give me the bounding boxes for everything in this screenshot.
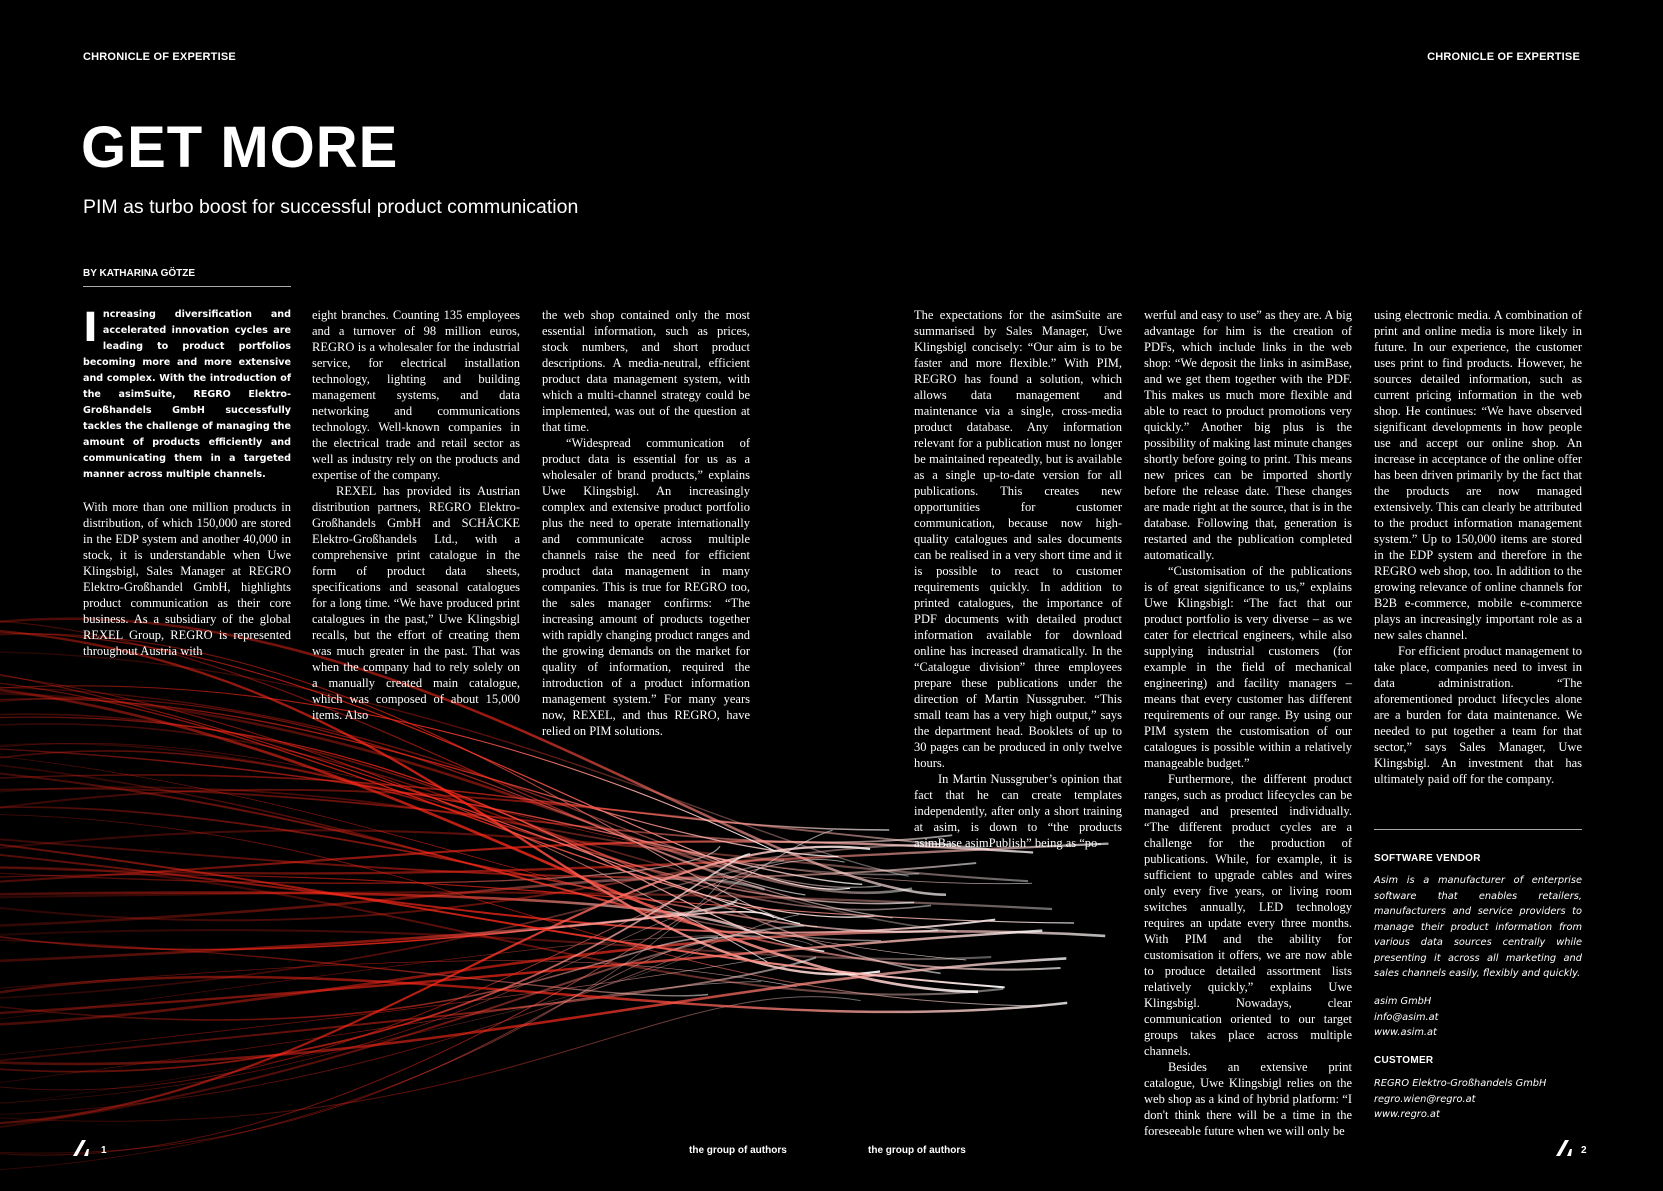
footer-right-text: the group of authors (868, 1145, 966, 1156)
column-3 (542, 307, 750, 739)
running-head-left: CHRONICLE OF EXPERTISE (83, 51, 236, 63)
body-paragraph: REXEL has provided its Austrian distribution partners, REGRO Elektro-Großhandels GmbH and SCHÄCKE Elektro-Großhandels Ltd., with a comprehensive print catalogue in the form of product data sheets, specifications and seasonal catalogues for a long time. “We have produced print catalogues in the past,” Uwe Klingsbigl recalls, but the effort of creating them was much greater in the past. That was when the company had to rely solely on a manually created main catalogue, which was composed of about 15,000 items. Also (312, 484, 520, 722)
publisher-logo-icon (73, 1140, 93, 1156)
body-paragraph: In Martin Nussgruber’s opinion that fact that he can create templates independently, after only a short training at asim, is down to “the products asimBase asimPublish” being as “po- (914, 772, 1122, 850)
footer-left-text: the group of authors (689, 1145, 787, 1156)
article-subtitle: PIM as turbo boost for successful product communication (83, 196, 579, 218)
sidebar-customer-contact (1374, 1076, 1546, 1123)
light-fiber (0, 937, 718, 1020)
light-fiber (0, 961, 797, 990)
sidebar-vendor-contact (1374, 994, 1439, 1041)
vendor-email-link[interactable]: info@asim.at (1374, 1011, 1439, 1023)
body-paragraph: eight branches. Counting 135 employees and a turnover of 98 million euros, REGRO is a wholesaler for the industrial service, for electrical installation technology, lighting and building management systems, and data networking and communications technology. Well-known companies in the electrical trade and retail sector as well as industry rely on the products and expertise of the company. (312, 308, 520, 482)
light-fiber (0, 844, 953, 920)
lead-text: ncreasing diversification and accelerated innovation cycles are leading to product portfolios becoming more and more extensive and complex. With the introduction of the asimSuite, REGRO Elektro-Großhandels GmbH successfully tackles the challenge of managing the amount of products efficiently and communicating them in a targeted manner across multiple channels. (83, 309, 291, 480)
column-4 (914, 307, 1122, 851)
column-1 (83, 307, 291, 659)
body-paragraph: using electronic media. A combination of print and online media is more likely in future. In our experience, the customer uses print to find products. However, he sources detailed information, such as current pricing information in the web shop. He continues: “We have observed significant developments in how people use and accept our online shop. An increase in acceptance of the online offer has been driven primarily by the fact that the products are now managed extensively. This can clearly be attributed to the product information management system.” Up to 150,000 items are stored in the EDP system and therefore in the REGRO web shop, too. In addition to the growing relevance of online channels for B2B e-commerce, mobile e-commerce plays an increasingly important role as a new sales channel. (1374, 308, 1582, 642)
page-number-right: 2 (1581, 1145, 1587, 1156)
light-fiber (0, 957, 816, 1062)
body-paragraph: Besides an extensive print catalogue, Uwe Klingsbigl relies on the web shop as a kind of hybrid platform: “I don't think there will be a time in the foreseeable future when we will only be (1144, 1060, 1352, 1138)
body-paragraph: With more than one million products in distribution, of which 150,000 are stored in the EDP system and another 40,000 in stock, it is understandable when Uwe Klingsbigl, Sales Manager at REGRO Elektro-Großhandel GmbH, highlights product communication as their core business. As a subsidiary of the global REXEL Group, REGRO is represented throughout Austria with (83, 500, 291, 658)
sidebar-vendor-description: Asim is a manufacturer of enterprise software that enables retailers, manufacturers and service providers to manage their product information from various data sources centrally while presenting it across all marketing and sales channels easily, flexibly and quickly. (1374, 875, 1582, 979)
sidebar-customer-heading: CUSTOMER (1374, 1055, 1434, 1066)
article-title: GET MORE (81, 115, 399, 180)
customer-website-link[interactable]: www.regro.at (1374, 1109, 1440, 1120)
lead-paragraph (83, 307, 291, 483)
column-6 (1374, 307, 1582, 787)
body-paragraph: “Widespread communication of product data is essential for us as a wholesaler of brand products,” explains Uwe Klingsbigl. An increasingly complex and extensive product portfolio plus the need to operate internationally and communicate across multiple channels raise the need for efficient product data management in many companies. This is true for REGRO too, the sales manager confirms: “The increasing amount of products together with rapidly changing product ranges and the growing demands on the market for quality of information, required the introduction of a product information management system.” For many years now, REXEL, and thus REGRO, have relied on PIM solutions. (542, 436, 750, 738)
publisher-logo-icon (1556, 1140, 1576, 1156)
column-2 (312, 307, 520, 723)
body-paragraph: werful and easy to use” as they are. A big advantage for him is the creation of PDFs, which include links in the web shop: “We deposit the links in asimBase, and we get them together with the PDF. This makes us much more flexible and able to react to product promotions very quickly.” Another big plus is the possibility of making last minute changes shortly before going to print. This means new prices can be imported shortly before the release date. These changes are made right at the source, that is in the database. Following that, generation is restarted and the publication completed automatically. (1144, 308, 1352, 562)
body-paragraph: “Customisation of the publications is of great significance to us,” explains Uwe Klingsbigl: “The fact that our product portfolio is very diverse – as we cater for electrical engineers, while also supplying industrial customers (for example in the field of mechanical engineering) and facility managers – means that every customer has different requirements of our range. By using our PIM system the customisation of our catalogues is possible within a relatively manageable budget.” (1144, 564, 1352, 770)
body-paragraph: the web shop contained only the most essential information, such as prices, stock numbers, and short product descriptions. A media-neutral, efficient product data management system, with which a multi-channel strategy could be implemented, was out of the question at that time. (542, 308, 750, 434)
sidebar-vendor-heading: SOFTWARE VENDOR (1374, 853, 1481, 864)
column-5 (1144, 307, 1352, 1139)
body-paragraph: The expectations for the asimSuite are summarised by Sales Manager, Uwe Klingsbigl concisely: “Our aim is to be faster and more flexible.” With PIM, REGRO has found a solution, which allows data management and maintenance via a single, cross-media product database. Any information relevant for a publication must no longer be maintained repeatedly, but is available as a single up-to-date version for all publications. This creates new opportunities for customer communication, because now high-quality catalogues and sales documents can be realised in a very short time and it is possible to react to customer requirements quickly. In addition to printed catalogues, the importance of PDF documents with detailed product information available for download online has increased dramatically. In the “Catalogue division” three employees prepare these publications under the direction of Martin Nussgruber. “This small team has a very high output,” says the department head. Booklets of up to 30 pages can be produced in only twelve hours. (914, 308, 1122, 770)
drop-cap: I (83, 305, 98, 351)
body-paragraph: For efficient product management to take place, companies need to invest in data administration. “The aforementioned product lifecycles alone are a burden for data maintenance. We needed to put together a team for that sector,” says Sales Manager, Uwe Klingsbigl. An investment that has ultimately paid off for the company. (1374, 644, 1582, 786)
running-head-right: CHRONICLE OF EXPERTISE (1427, 51, 1580, 63)
vendor-name: asim GmbH (1374, 996, 1432, 1007)
byline: BY KATHARINA GÖTZE (83, 268, 291, 287)
body-paragraph: Furthermore, the different product ranges, such as product lifecycles can be managed and presented individually. “The different product cycles are a challenge for the production of publications. While, for example, it is sufficient to upgrade cables and wires only every five years, or living room switches annually, LED technology requires an update every three months. With PIM and the ability for customisation it offers, we are now able to produce detailed assortment lists relatively quickly,” explains Uwe Klingsbigl. Nowadays, clear communication oriented to our target groups takes place across multiple channels. (1144, 772, 1352, 1058)
customer-email-link[interactable]: regro.wien@regro.at (1374, 1093, 1476, 1105)
customer-name: REGRO Elektro-Großhandels GmbH (1374, 1078, 1547, 1089)
vendor-website-link[interactable]: www.asim.at (1374, 1027, 1437, 1038)
light-fiber (0, 982, 761, 1085)
sidebar-divider (1374, 829, 1582, 830)
page-number-left: 1 (101, 1145, 107, 1156)
